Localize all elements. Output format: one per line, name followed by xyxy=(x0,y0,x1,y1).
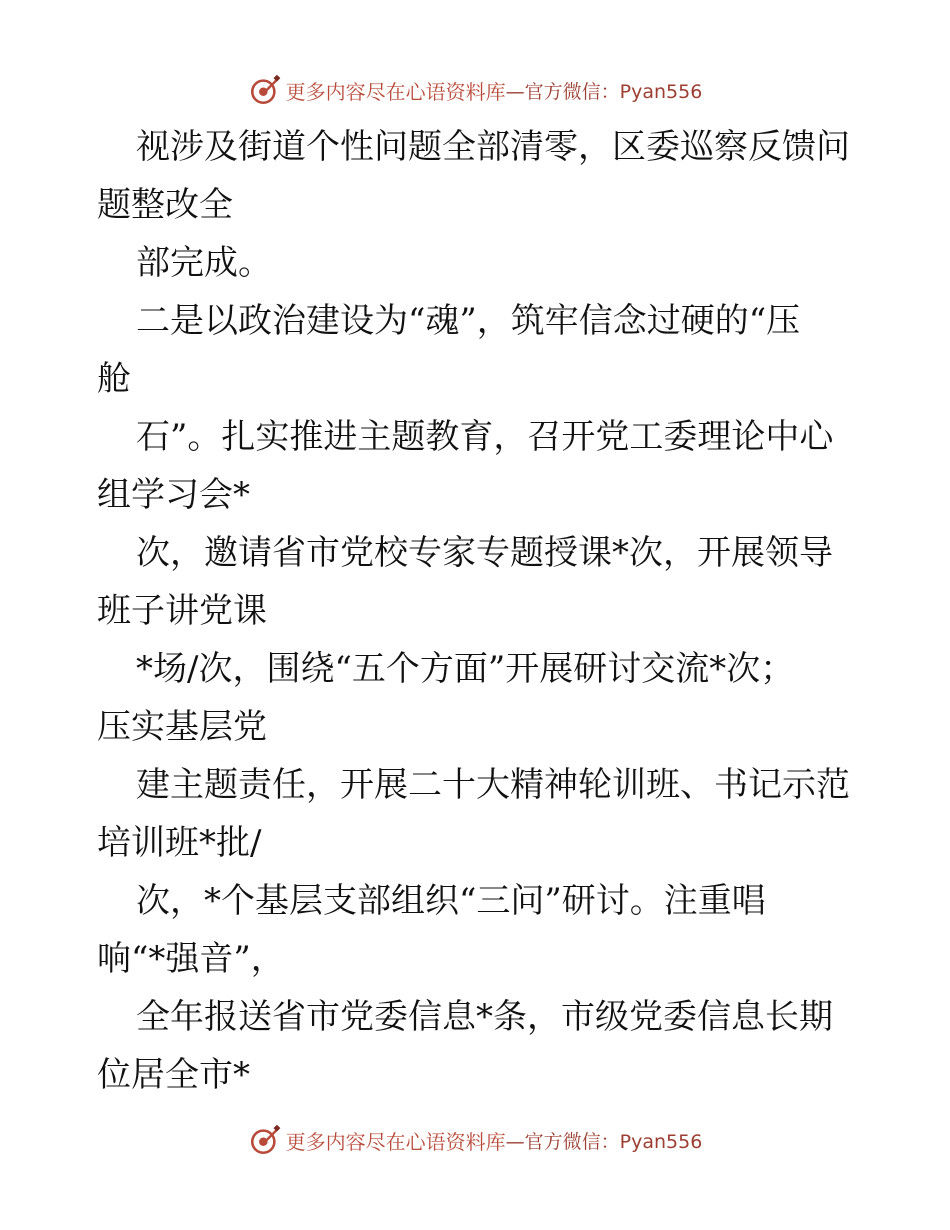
body-line: 位居全市* xyxy=(97,1055,250,1095)
watermark-wechat-text: —官方微信：Pyan556 xyxy=(505,80,703,103)
body-line: 培训班*批/ xyxy=(97,823,262,863)
watermark-site-text: 更多内容尽在心语资料库 xyxy=(285,1129,506,1154)
body-line: 二是以政治建设为“魂”，筑牢信念过硬的“压 xyxy=(136,301,801,341)
body-line: 次，邀请省市党校专家专题授课*次，开展领导 xyxy=(136,533,833,573)
body-line: 响“*强音”， xyxy=(97,939,285,979)
header-watermark xyxy=(0,70,950,110)
body-line: 舱 xyxy=(97,359,131,399)
body-line: 部完成。 xyxy=(136,243,272,283)
body-line: 建主题责任，开展二十大精神轮训班、书记示范 xyxy=(136,765,850,805)
watermark-site-text: 更多内容尽在心语资料库 xyxy=(285,79,506,104)
body-line: 石”。扎实推进主题教育，召开党工委理论中心 xyxy=(136,417,834,457)
body-line: 压实基层党 xyxy=(97,707,267,747)
body-line: 组学习会* xyxy=(97,475,250,515)
body-line: 题整改全 xyxy=(97,185,233,225)
quill-logo-icon xyxy=(248,73,282,107)
body-line: 班子讲党课 xyxy=(97,591,267,631)
watermark-wechat-text: —官方微信：Pyan556 xyxy=(505,1130,703,1153)
body-line: 视涉及街道个性问题全部清零，区委巡察反馈问 xyxy=(136,127,850,167)
body-line: *场/次，围绕“五个方面”开展研讨交流*次； xyxy=(136,649,795,689)
body-line: 全年报送省市党委信息*条，市级党委信息长期 xyxy=(136,997,833,1037)
body-line: 次，*个基层支部组织“三问”研讨。注重唱 xyxy=(136,881,766,921)
quill-logo-icon xyxy=(248,1123,282,1157)
footer-watermark xyxy=(0,1120,950,1160)
